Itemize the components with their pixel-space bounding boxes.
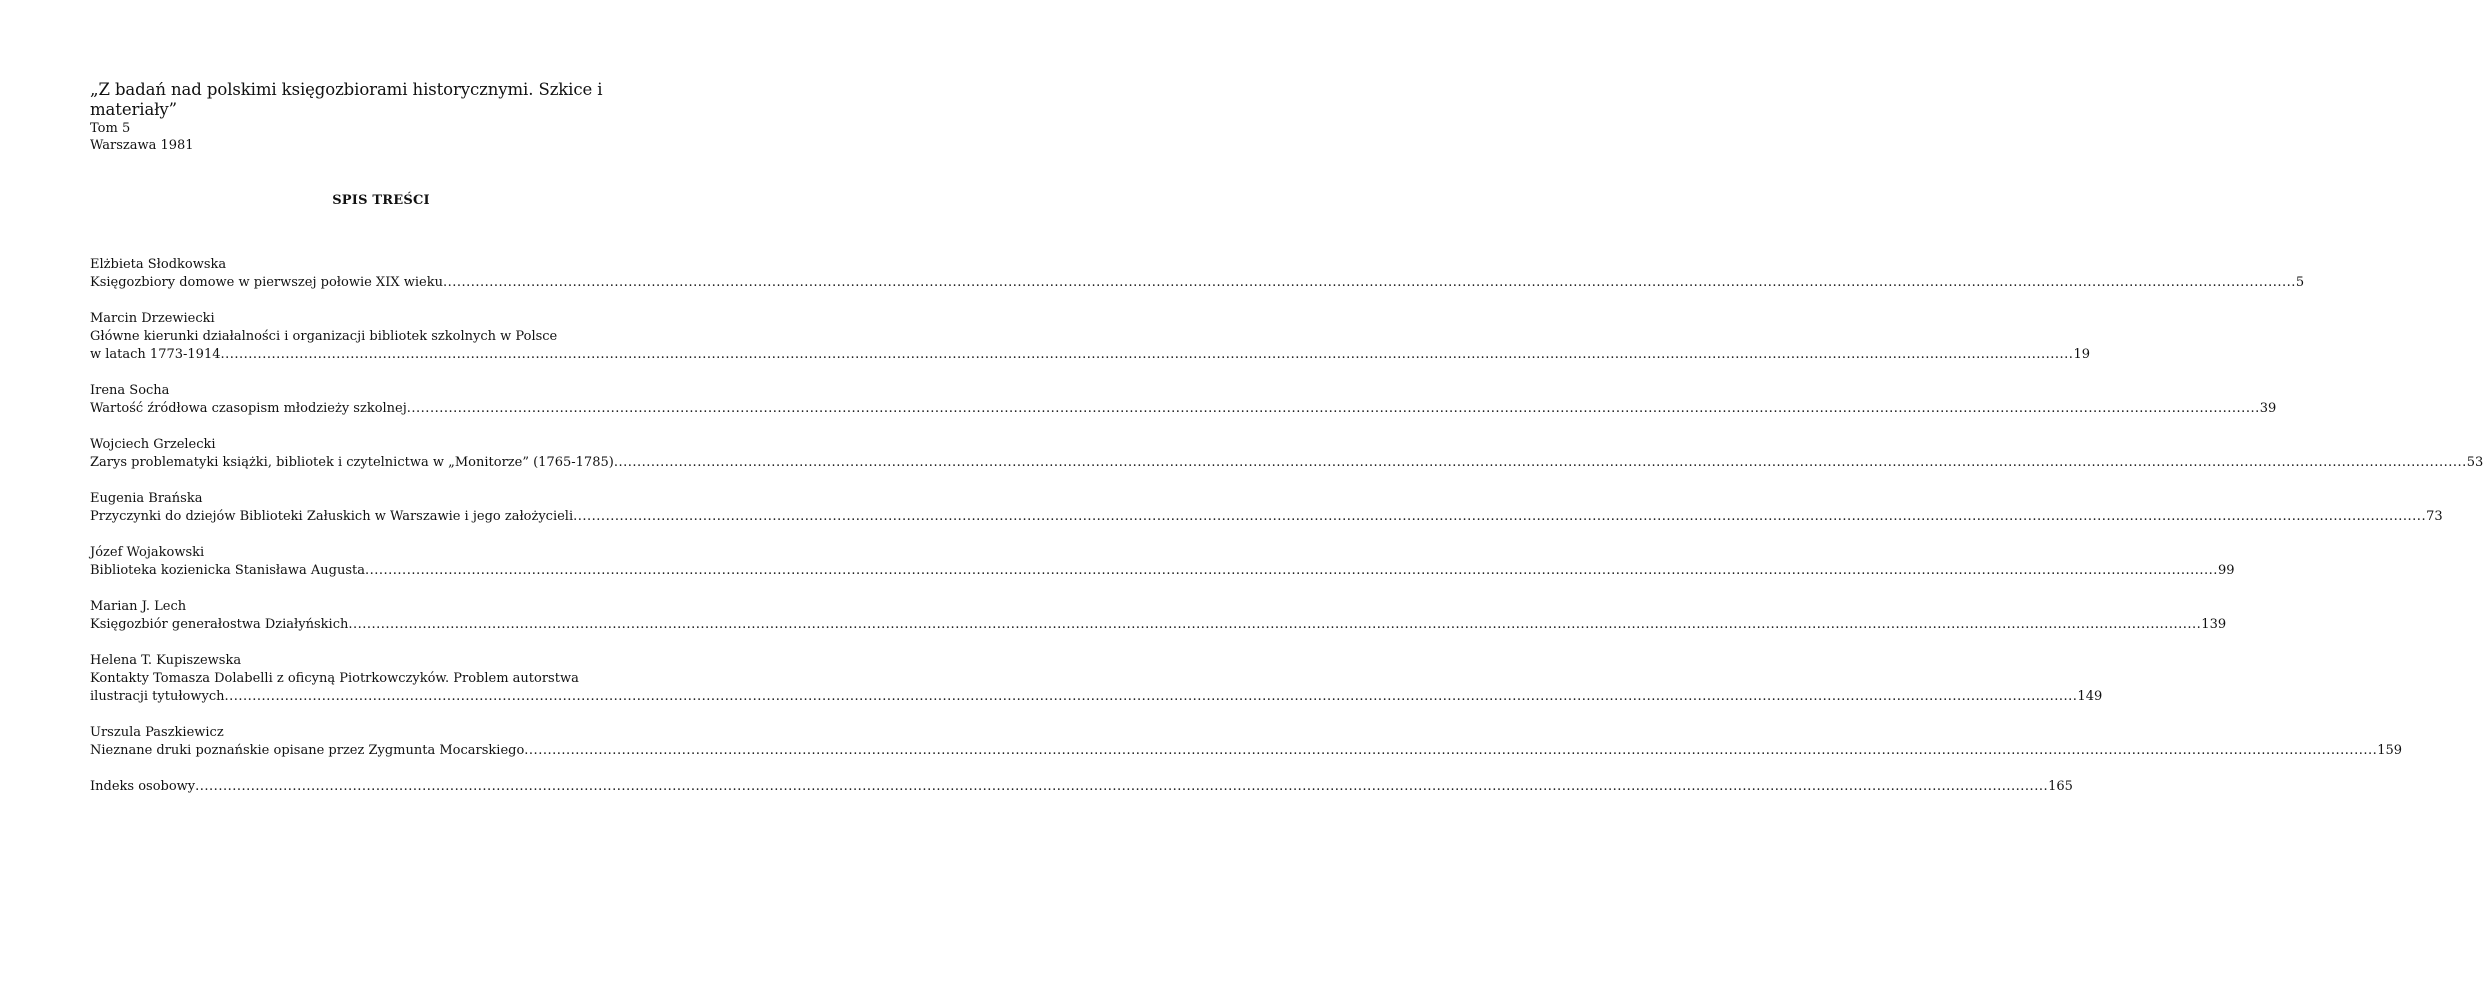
- document-page: [90, 80, 2483, 814]
- toc-entry-author: Irena Socha: [90, 383, 170, 398]
- toc-entry-author: Wojciech Grzelecki: [90, 437, 216, 452]
- toc-entry: [90, 310, 2090, 364]
- toc-entry-title-line: Kontakty Tomasza Dolabelli z oficyną Piotrkowczyków. Problem autorstwa: [90, 671, 579, 686]
- toc-entry-author: Eugenia Brańska: [90, 491, 203, 506]
- toc-entry-title: Wartość źródłowa czasopism młodzieży szkolnej: [90, 401, 407, 416]
- toc-entry-page-number: 149: [2077, 689, 2103, 704]
- toc-entry-title: Biblioteka kozienicka Stanisława Augusta: [90, 563, 365, 578]
- toc-entry-page-number: 5: [2295, 275, 2305, 290]
- toc-entry-title: w latach 1773-1914: [90, 347, 221, 362]
- dot-leader: ................................................................................................................................................................................................................................................................................................................................................................................................................: [348, 617, 2202, 632]
- series-title: „Z badań nad polskimi księgozbiorami historycznymi. Szkice i materiały”: [90, 80, 603, 119]
- toc-heading: SPIS TREŚCI: [332, 193, 430, 208]
- dot-leader: ................................................................................................................................................................................................................................................................................................................................................................................................................: [442, 275, 2296, 290]
- toc-entry-author: Marcin Drzewiecki: [90, 311, 215, 326]
- toc-entry-title: Nieznane druki poznańskie opisane przez Zygmunta Mocarskiego: [90, 743, 525, 758]
- toc-entry: [90, 652, 2103, 706]
- dot-leader: ................................................................................................................................................................................................................................................................................................................................................................................................................: [524, 743, 2378, 758]
- dot-leader: ................................................................................................................................................................................................................................................................................................................................................................................................................: [613, 455, 2467, 470]
- toc-entry-title: Indeks osobowy: [90, 779, 196, 794]
- dot-leader: ................................................................................................................................................................................................................................................................................................................................................................................................................: [573, 509, 2427, 524]
- toc-entry-page-number: 73: [2426, 509, 2443, 524]
- toc-entry-leader-row: [90, 454, 2483, 472]
- toc-entry-page-number: 39: [2259, 401, 2277, 416]
- toc-entry-page-number: 139: [2201, 617, 2227, 632]
- toc-entry-page-number: 19: [2073, 347, 2090, 362]
- toc-entry-leader-row: [90, 274, 2305, 292]
- toc-entry-page-number: 165: [2048, 779, 2073, 794]
- toc-entry-author: Helena T. Kupiszewska: [90, 653, 242, 668]
- dot-leader: ................................................................................................................................................................................................................................................................................................................................................................................................................: [220, 347, 2074, 362]
- toc-entry: [90, 544, 2235, 580]
- dot-leader: ................................................................................................................................................................................................................................................................................................................................................................................................................: [195, 779, 2049, 794]
- volume-number: Tom 5: [90, 121, 131, 136]
- toc-entry-title: Księgozbiór generałostwa Działyńskich: [90, 617, 349, 632]
- toc-entry: [90, 724, 2403, 760]
- toc-entry-leader-row: [90, 346, 2090, 364]
- toc-list: [90, 256, 2483, 796]
- toc-entry-leader-row: [90, 778, 2073, 796]
- toc-entry-title: ilustracji tytułowych: [90, 689, 225, 704]
- toc-entry-author: Józef Wojakowski: [90, 545, 205, 560]
- toc-entry-leader-row: [90, 742, 2403, 760]
- dot-leader: ................................................................................................................................................................................................................................................................................................................................................................................................................: [365, 563, 2218, 578]
- toc-entry-title: Zarys problematyki książki, bibliotek i czytelnictwa w „Monitorze” (1765-1785): [90, 455, 614, 470]
- toc-entry-leader-row: [90, 562, 2235, 580]
- dot-leader: ................................................................................................................................................................................................................................................................................................................................................................................................................: [224, 689, 2078, 704]
- toc-entry: [90, 436, 2483, 472]
- toc-entry: [90, 598, 2227, 634]
- toc-entry: [90, 256, 2305, 292]
- toc-entry-author: Elżbieta Słodkowska: [90, 257, 227, 272]
- toc-entry-author: Marian J. Lech: [90, 599, 187, 614]
- toc-entry-leader-row: [90, 508, 2443, 526]
- toc-entry: [90, 490, 2443, 526]
- toc-entry-leader-row: [90, 688, 2103, 706]
- toc-entry-title: Księgozbiory domowe w pierwszej połowie XIX wieku: [90, 275, 443, 290]
- dot-leader: ................................................................................................................................................................................................................................................................................................................................................................................................................: [406, 401, 2260, 416]
- toc-entry: [90, 382, 2277, 418]
- place-and-year: Warszawa 1981: [90, 138, 194, 153]
- toc-entry-page-number: 99: [2217, 563, 2235, 578]
- toc-entry-title-line: Główne kierunki działalności i organizacji bibliotek szkolnych w Polsce: [90, 329, 558, 344]
- toc-entry-title: Przyczynki do dziejów Biblioteki Załuskich w Warszawie i jego założycieli: [90, 509, 574, 524]
- toc-entry: [90, 778, 2073, 796]
- toc-entry-leader-row: [90, 400, 2277, 418]
- toc-entry-page-number: 53: [2466, 455, 2483, 470]
- toc-entry-author: Urszula Paszkiewicz: [90, 725, 224, 740]
- toc-entry-leader-row: [90, 616, 2227, 634]
- toc-entry-page-number: 159: [2377, 743, 2403, 758]
